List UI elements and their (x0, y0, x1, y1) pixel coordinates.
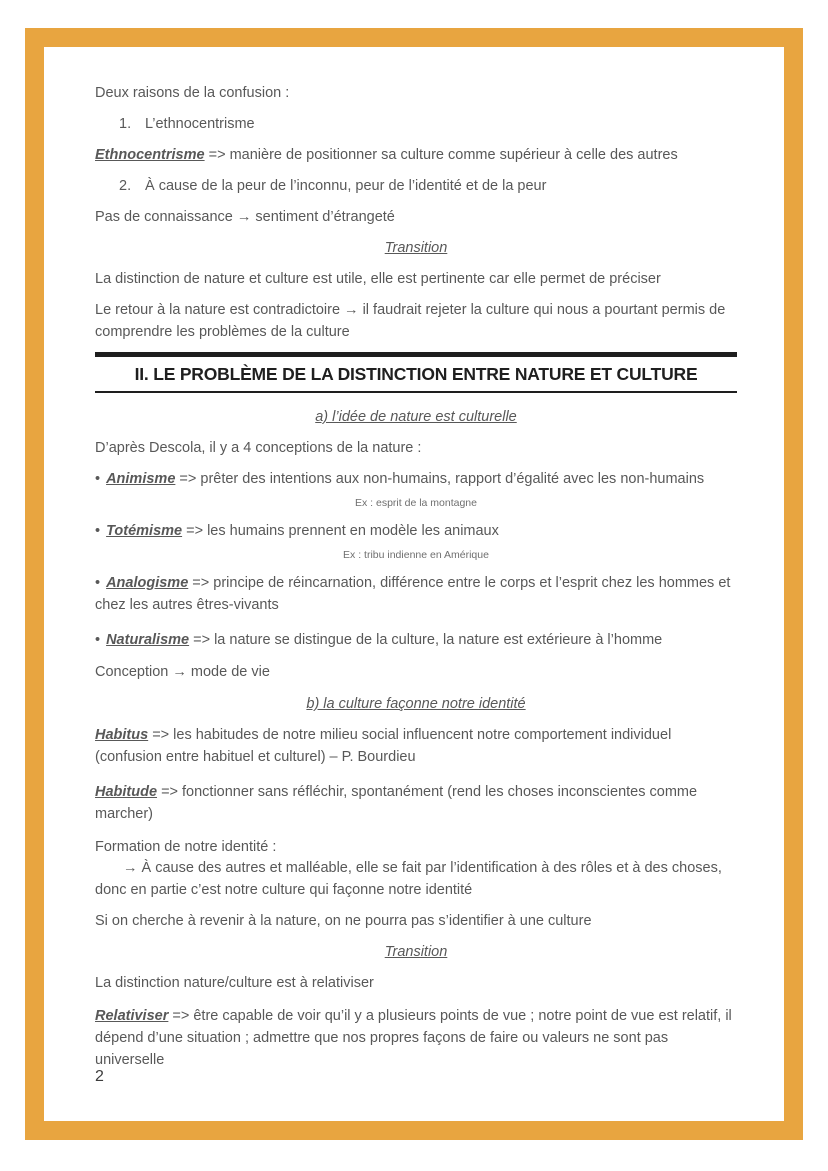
transition1-paragraph-1: La distinction de nature et culture est utile, elle est pertinente car elle permet de préciser (95, 271, 661, 287)
confusion-lead: Deux raisons de la confusion : (95, 85, 290, 101)
definition-text-totemisme: => les humains prennent en modèle les animaux (186, 523, 499, 539)
definition-relativiser (95, 1005, 737, 1071)
term-relativiser: Relativiser (95, 1008, 169, 1024)
definition-text-analogisme: => principe de réincarnation, différence entre le corps et l’esprit chez les hommes et chez les autres êtres-vivants (95, 575, 731, 613)
no-knowledge-line: Pas de connaissance → sentiment d’étrangeté (95, 209, 395, 225)
definition-habitus (95, 724, 737, 768)
identity-formation-block (95, 838, 737, 901)
definition-text-habitude: => fonctionner sans réfléchir, spontanément (rend les choses inconscientes comme marcher) (95, 784, 698, 822)
descola-lead: D’après Descola, il y a 4 conceptions de la nature : (95, 440, 422, 456)
definition-text-habitus: => les habitudes de notre milieu social influencent notre comportement individuel (confusion entre habituel et culturel) – P. Bourdieu (95, 727, 672, 765)
transition-title-1: Transition (384, 240, 448, 256)
definition-habitude (95, 781, 737, 825)
list-text-2: À cause de la peur de l’inconnu, peur de l’identité et de la peur (145, 178, 547, 194)
conception-analogisme (95, 572, 737, 616)
ordered-list-item-1 (95, 113, 737, 135)
definition-text-animisme: => prêter des intentions aux non-humains, rapport d’égalité avec les non-humains (179, 471, 705, 487)
identity-formation-detail: → À cause des autres et malléable, elle se fait par l’identification à des rôles et à des choses, donc en partie c’est notre culture qui façonne notre identité (95, 860, 722, 898)
page-number: 2 (95, 1068, 104, 1085)
return-nature-line: Si on cherche à revenir à la nature, on ne pourra pas s’identifier à une culture (95, 913, 592, 929)
definition-text-relativiser: => être capable de voir qu’il y a plusieurs points de vue ; notre point de vue est relatif, il dépend d’une situation ; admettre que nos propres façons de faire ou valeurs ne sont pas universelle (95, 1008, 732, 1068)
list-text-1: L’ethnocentrisme (145, 116, 255, 132)
bullet-icon: • (95, 575, 101, 591)
definition-text-ethnocentrisme: => manière de positionner sa culture comme supérieur à celle des autres (208, 147, 678, 163)
conception-totemisme (95, 520, 737, 542)
transition1-paragraph-2: Le retour à la nature est contradictoire → il faudrait rejeter la culture qui nous a pourtant permis de comprendre les problèmes de la culture (95, 302, 726, 340)
bullet-icon: • (95, 471, 101, 487)
transition2-paragraph-1: La distinction nature/culture est à relativiser (95, 975, 374, 991)
identity-formation-lead: Formation de notre identité : (95, 839, 277, 855)
term-habitus: Habitus (95, 727, 149, 743)
bullet-icon: • (95, 523, 101, 539)
transition-title-2: Transition (384, 944, 448, 960)
example-totemisme: Ex : tribu indienne en Amérique (343, 549, 489, 561)
example-animisme: Ex : esprit de la montagne (355, 497, 477, 509)
term-ethnocentrisme: Ethnocentrisme (95, 147, 205, 163)
section-heading-2: II. LE PROBLÈME DE LA DISTINCTION ENTRE NATURE ET CULTURE (95, 352, 737, 393)
term-analogisme: Analogisme (106, 575, 189, 591)
list-number-2: 2. (119, 178, 132, 194)
page-content (95, 82, 737, 1080)
definition-text-naturalisme: => la nature se distingue de la culture, la nature est extérieure à l’homme (193, 632, 663, 648)
subsection-a-title: a) l’idée de nature est culturelle (315, 409, 517, 425)
definition-ethnocentrisme (95, 144, 737, 166)
ordered-list-item-2 (95, 175, 737, 197)
term-animisme: Animisme (106, 471, 176, 487)
conception-conclusion: Conception → mode de vie (95, 664, 270, 680)
term-naturalisme: Naturalisme (106, 632, 190, 648)
list-number-1: 1. (119, 116, 132, 132)
bullet-icon: • (95, 632, 101, 648)
subsection-b-title: b) la culture façonne notre identité (306, 696, 526, 712)
term-totemisme: Totémisme (106, 523, 183, 539)
conception-naturalisme (95, 629, 737, 651)
conception-animisme (95, 468, 737, 490)
term-habitude: Habitude (95, 784, 158, 800)
